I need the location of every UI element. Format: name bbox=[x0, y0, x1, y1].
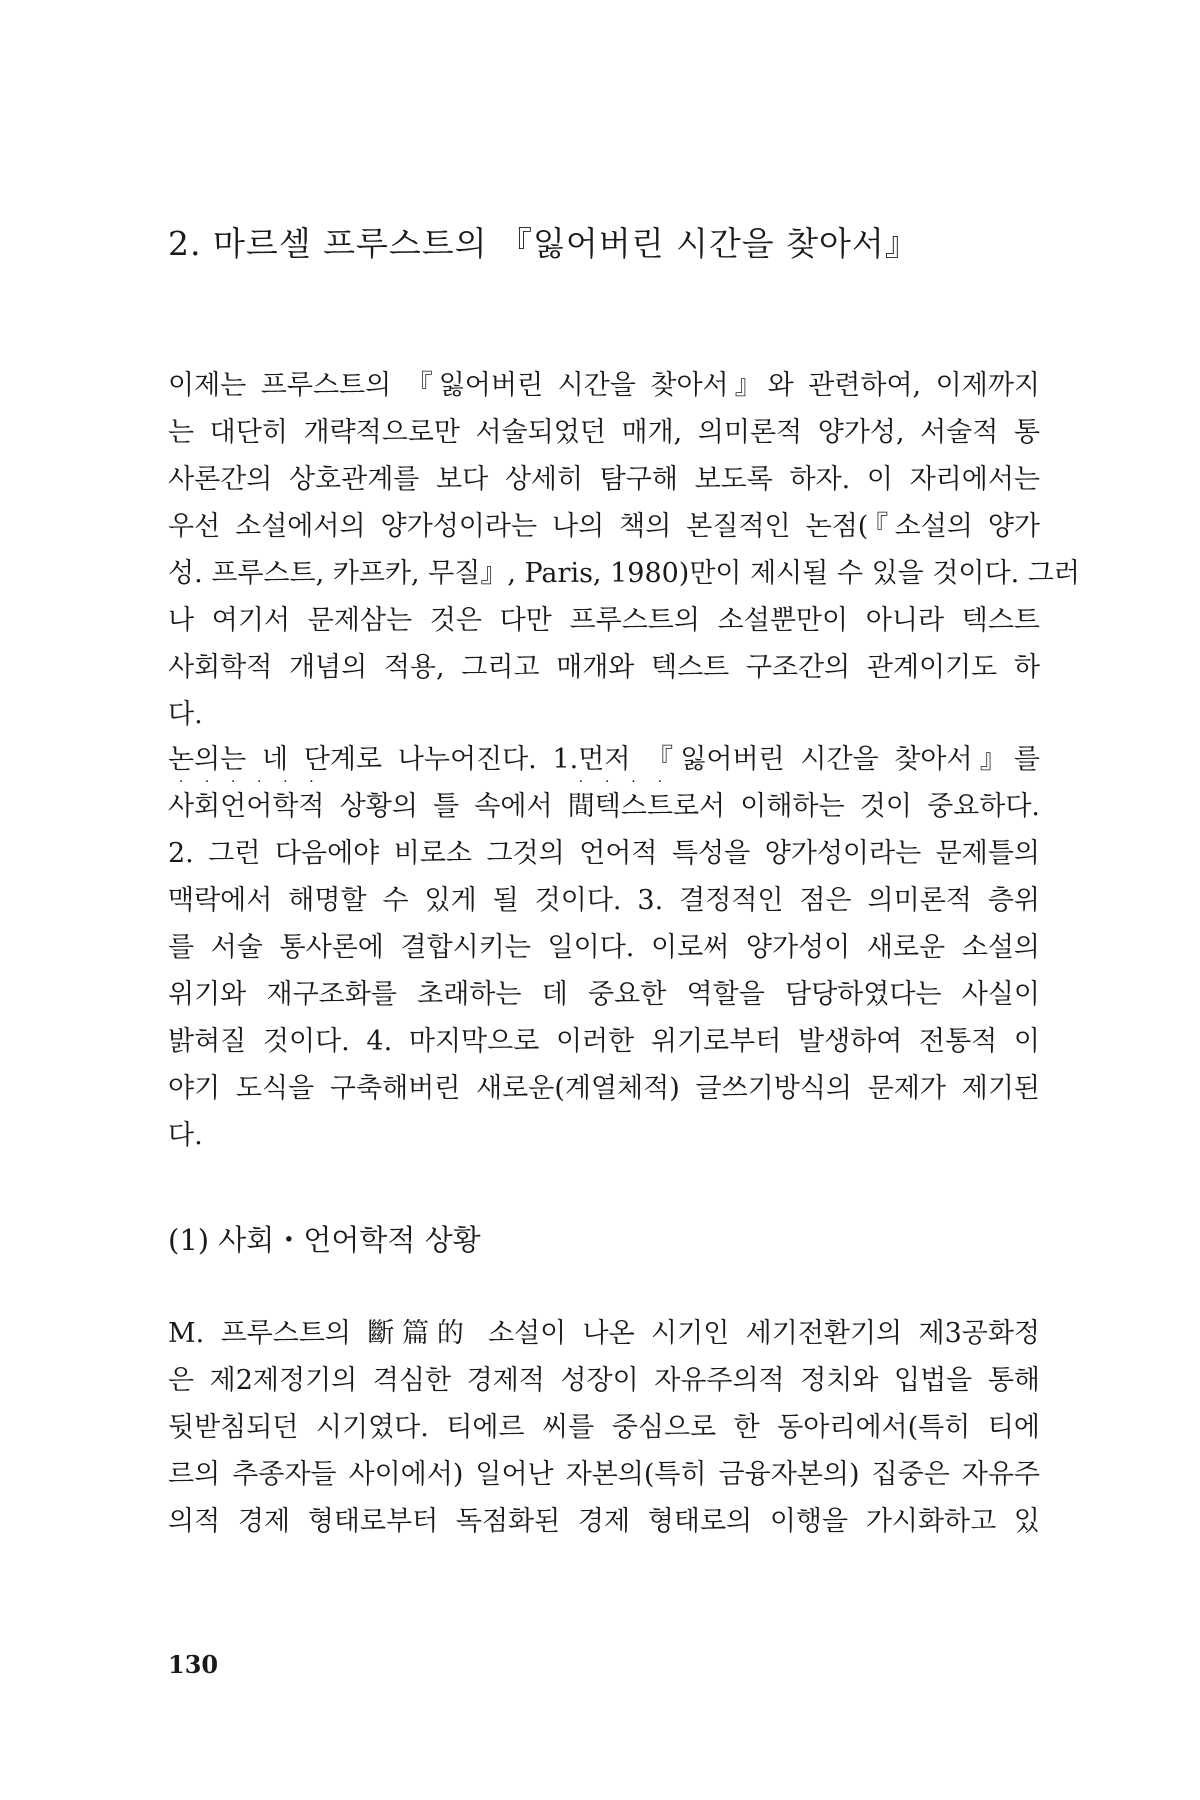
text-line: 맥락에서 해명할 수 있게 될 것이다. 3. 결정적인 점은 의미론적 층위 bbox=[168, 885, 1040, 916]
text-line: 를 서술 통사론에 결합시키는 일이다. 이로써 양가성이 새로운 소설의 bbox=[168, 932, 1040, 963]
text-line: 다. bbox=[168, 699, 203, 730]
text-line: 위기와 재구조화를 초래하는 데 중요한 역할을 담당하였다는 사실이 bbox=[168, 979, 1040, 1010]
emphasis-dots: · · · · bbox=[578, 774, 663, 790]
section-heading: 2. 마르셀 프루스트의 『잃어버린 시간을 찾아서』 bbox=[168, 224, 919, 263]
text-span: 로서 이해하는 것이 중요하다. bbox=[672, 791, 1040, 822]
text-line: 이제는 프루스트의 『잃어버린 시간을 찾아서』와 관련하여, 이제까지 bbox=[168, 370, 1040, 401]
text-line: M. 프루스트의 斷篇的 소설이 나온 시기인 세기전환기의 제3공화정 bbox=[168, 1318, 1040, 1349]
text-line: 사회학적 개념의 적용, 그리고 매개와 텍스트 구조간의 관계이기도 하 bbox=[168, 652, 1040, 683]
text-line: 의적 경제 형태로부터 독점화된 경제 형태로의 이행을 가시화하고 있 bbox=[168, 1506, 1040, 1537]
paragraph-2 bbox=[168, 736, 1040, 1159]
text-line: 나 여기서 문제삼는 것은 다만 프루스트의 소설뿐만이 아니라 텍스트 bbox=[168, 605, 1040, 636]
text-line: 성. 프루스트, 카프카, 무질』, Paris, 1980)만이 제시될 수 있을 것이다. 그러 bbox=[168, 558, 1080, 589]
text-line: 2. 그런 다음에야 비로소 그것의 언어적 특성을 양가성이라는 문제틀의 bbox=[168, 838, 1040, 869]
subsection-heading: (1) 사회・언어학적 상황 bbox=[168, 1223, 481, 1257]
page-number: 130 bbox=[168, 1650, 219, 1679]
paragraph-1 bbox=[168, 362, 1080, 738]
text-line: 우선 소설에서의 양가성이라는 나의 책의 본질적인 논점(『소설의 양가 bbox=[168, 511, 1040, 542]
emphasized-term: 間텍스트 bbox=[567, 791, 673, 822]
emphasized-term: 사회언어학적 bbox=[168, 791, 325, 822]
text-line: 야기 도식을 구축해버린 새로운(계열체적) 글쓰기방식의 문제가 제기된 bbox=[168, 1073, 1040, 1104]
text-line-emphasis bbox=[168, 774, 1040, 830]
emphasis-dots-word bbox=[168, 774, 325, 830]
text-line: 는 대단히 개략적으로만 서술되었던 매개, 의미론적 양가성, 서술적 통 bbox=[168, 417, 1040, 448]
text-line: 밝혀질 것이다. 4. 마지막으로 이러한 위기로부터 발생하여 전통적 이 bbox=[168, 1026, 1040, 1057]
text-line: 논의는 네 단계로 나누어진다. 1.먼저 『잃어버린 시간을 찾아서』를 bbox=[168, 744, 1040, 775]
text-line: 뒷받침되던 시기였다. 티에르 씨를 중심으로 한 동아리에서(특히 티에 bbox=[168, 1412, 1040, 1443]
text-line: 다. bbox=[168, 1120, 203, 1151]
text-line: 사론간의 상호관계를 보다 상세히 탐구해 보도록 하자. 이 자리에서는 bbox=[168, 464, 1040, 495]
text-span: 상황의 틀 속에서 bbox=[324, 791, 568, 822]
paragraph-3 bbox=[168, 1310, 1040, 1545]
emphasis-dots: · · · · · · bbox=[178, 774, 314, 790]
emphasis-dots-word bbox=[567, 774, 673, 830]
text-line: 르의 추종자들 사이에서) 일어난 자본의(특히 금융자본의) 집중은 자유주 bbox=[168, 1459, 1040, 1490]
text-line: 은 제2제정기의 격심한 경제적 성장이 자유주의적 정치와 입법을 통해 bbox=[168, 1365, 1040, 1396]
